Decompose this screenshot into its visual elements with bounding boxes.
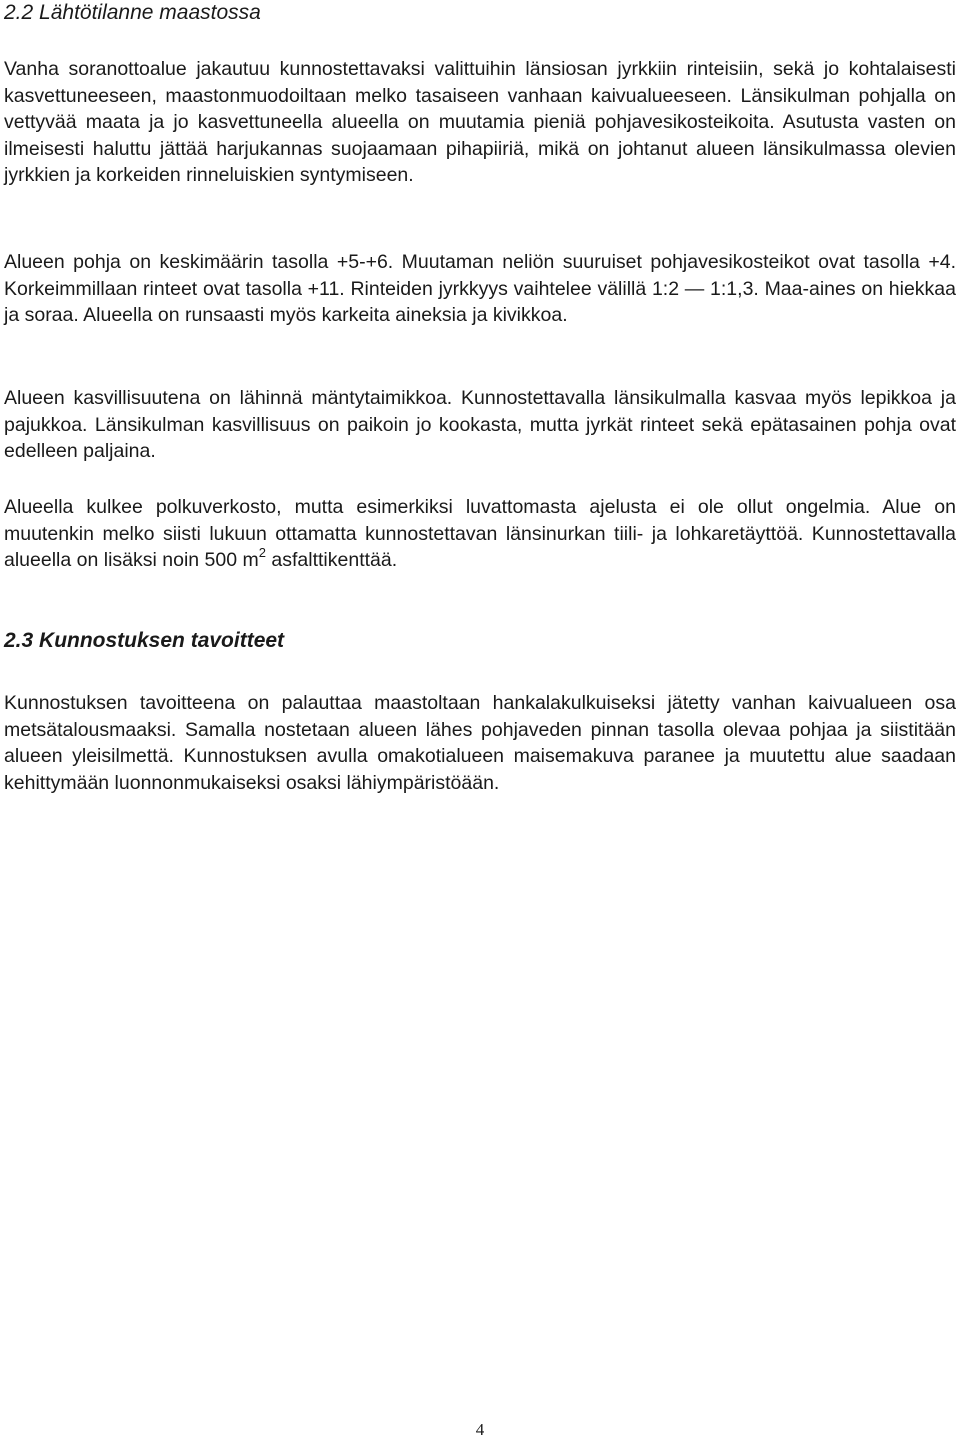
paragraph-paths-and-asphalt — [4, 494, 956, 574]
paragraph-area-description: Vanha soranottoalue jakautuu kunnostettavaksi valittuihin länsiosan jyrkkiin rinteisiin, sekä jo kohtalaisesti kasvettuneeseen, maastonmuodoiltaan melko tasaiseen vanhaan kaivualueeseen. Länsikulman pohjalla on vettyvää maata ja jo kasvettuneella alueella on muutamia pieniä pohjavesikosteikoita. Asutusta vasten on ilmeisesti haluttu jättää harjukannas suojaamaan pihapiiriä, mikä on johtanut alueen länsikulmassa olevien jyrkkien ja korkeiden rinneluiskien syntymiseen. — [4, 58, 956, 187]
paragraph-ground-levels: Alueen pohja on keskimäärin tasolla +5-+6. Muutaman neliön suuruiset pohjavesikosteikot ovat tasolla +4. Korkeimmillaan rinteet ovat tasolla +11. Rinteiden jyrkkyys vaihtelee välillä 1:2 — 1:1,3. Maa-aines on hiekkaa ja soraa. Alueella on runsaasti myös karkeita aineksia ja kivikkoa. — [4, 251, 956, 327]
section-heading-tavoitteet: 2.3 Kunnostuksen tavoitteet — [4, 629, 285, 652]
superscript-exponent: 2 — [258, 545, 266, 561]
section-heading-lahtotilanne: 2.2 Lähtötilanne maastossa — [4, 1, 261, 24]
page-number: 4 — [475, 1420, 485, 1439]
paragraph-vegetation: Alueen kasvillisuutena on lähinnä mäntytaimikkoa. Kunnostettavalla länsikulmalla kasvaa myös lepikkoa ja pajukkoa. Länsikulman kasvillisuus on paikoin jo kookasta, mutta jyrkät rinteet sekä epätasainen pohja ovat edelleen paljaina. — [4, 387, 956, 463]
paragraph-text: Alueella kulkee polkuverkosto, mutta esimerkiksi luvattomasta ajelusta ei ole ollut ongelmia. Alue on muutenkin melko siisti lukuun ottamatta kunnostettavan länsinurkan tiili- ja lohkaretäyttöä. Kunnostettavalla alueella on lisäksi noin 500 m — [4, 496, 956, 572]
paragraph-restoration-goals: Kunnostuksen tavoitteena on palauttaa maastoltaan hankalakulkuiseksi jätetty vanhan kaivualueen osa metsätalousmaaksi. Samalla nostetaan alueen lähes pohjaveden pinnan tasolla olevaa pohjaa ja siistitään alueen yleisilmettä. Kunnostuksen avulla omakotialueen maisemakuva paranee ja muutettu alue saadaan kehittymään luonnonmukaiseksi osaksi lähiympäristöään. — [4, 692, 956, 794]
paragraph-text-tail: asfalttikenttää. — [265, 549, 398, 572]
